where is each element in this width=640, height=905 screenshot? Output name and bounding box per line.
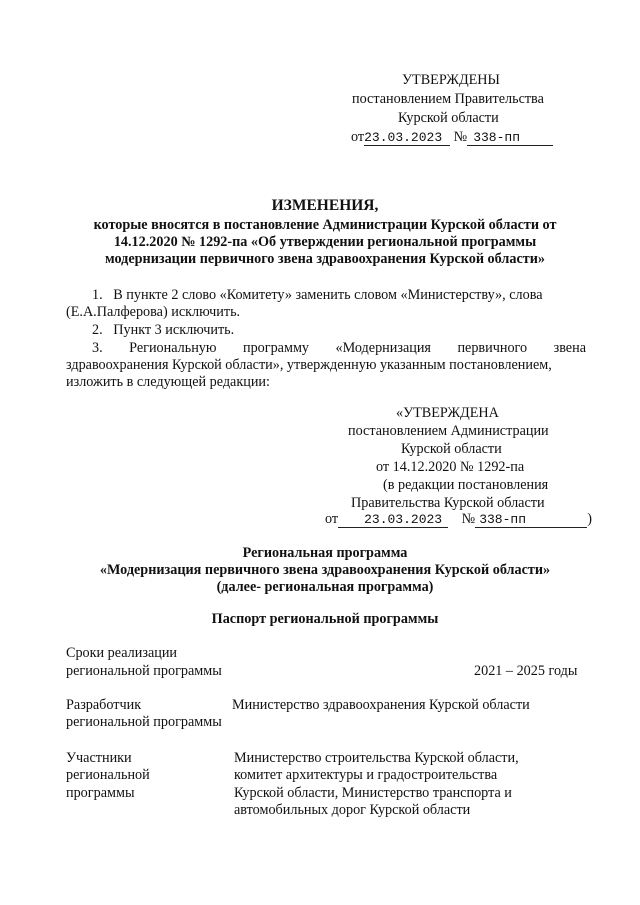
row-label: региональной <box>66 767 150 783</box>
approval-title: УТВЕРЖДЕНЫ <box>402 72 500 88</box>
approval-line: Курской области <box>401 441 502 457</box>
number-prefix: № <box>453 129 468 145</box>
row-label: Разработчик <box>66 697 142 713</box>
approval-title: «УТВЕРЖДЕНА <box>396 405 499 421</box>
item-1-line: 1. В пункте 2 слово «Комитету» заменить словом «Министерству», слова <box>92 287 543 303</box>
approval-date: 23.03.2023 <box>338 512 448 528</box>
heading-line: которые вносятся в постановление Администрации Курской области от <box>93 217 557 233</box>
heading-line: 14.12.2020 № 1292-па «Об утверждении региональной программы <box>113 234 537 250</box>
item-1-line: (Е.А.Палферова) исключить. <box>66 304 241 320</box>
approval-number: 338-пп <box>467 130 553 146</box>
row-value: Курской области, Министерство транспорта и <box>234 785 512 801</box>
item-3-line: 3. Региональную программу «Модернизация первичного звена <box>92 340 586 356</box>
row-label: региональной программы <box>66 714 222 730</box>
row-label: региональной программы <box>66 663 222 679</box>
approval-line: Курской области <box>398 110 499 126</box>
approval-date: 23.03.2023 <box>364 130 450 146</box>
date-prefix: от <box>325 511 339 527</box>
number-prefix: № <box>461 511 476 527</box>
heading-line: модернизации первичного звена здравоохранения Курской области» <box>105 251 545 267</box>
row-label: программы <box>66 785 135 801</box>
passport-title: Паспорт региональной программы <box>211 611 439 627</box>
row-value: 2021 – 2025 годы <box>474 663 578 679</box>
approval-line: (в редакции постановления <box>383 477 549 493</box>
row-label: Сроки реализации <box>66 645 178 661</box>
item-2: 2. Пункт 3 исключить. <box>92 322 235 338</box>
document-title: ИЗМЕНЕНИЯ, <box>271 197 379 214</box>
row-value: комитет архитектуры и градостроительства <box>234 767 498 783</box>
row-value: автомобильных дорог Курской области <box>234 802 471 818</box>
approval-date-line <box>351 129 553 146</box>
date-prefix: от <box>351 129 365 145</box>
approval-line: постановлением Администрации <box>348 423 549 439</box>
program-title-line: «Модернизация первичного звена здравоохранения Курской области» <box>99 562 551 578</box>
approval-line: Правительства Курской области <box>351 495 545 511</box>
approval-number: 338-пп <box>475 512 587 528</box>
row-value: Министерство строительства Курской области, <box>234 750 519 766</box>
row-label: Участники <box>66 750 132 766</box>
item-3-line: здравоохранения Курской области», утвержденную указанным постановлением, <box>66 357 552 373</box>
item-3-line: изложить в следующей редакции: <box>66 374 270 390</box>
program-title-line: (далее- региональная программа) <box>216 579 434 595</box>
program-title-line: Региональная программа <box>242 545 408 561</box>
approval-line: от 14.12.2020 № 1292-па <box>376 459 525 475</box>
approval-date-line <box>325 511 592 528</box>
row-value: Министерство здравоохранения Курской области <box>232 697 530 713</box>
closing-paren: ) <box>587 511 592 527</box>
approval-line: постановлением Правительства <box>352 91 544 107</box>
